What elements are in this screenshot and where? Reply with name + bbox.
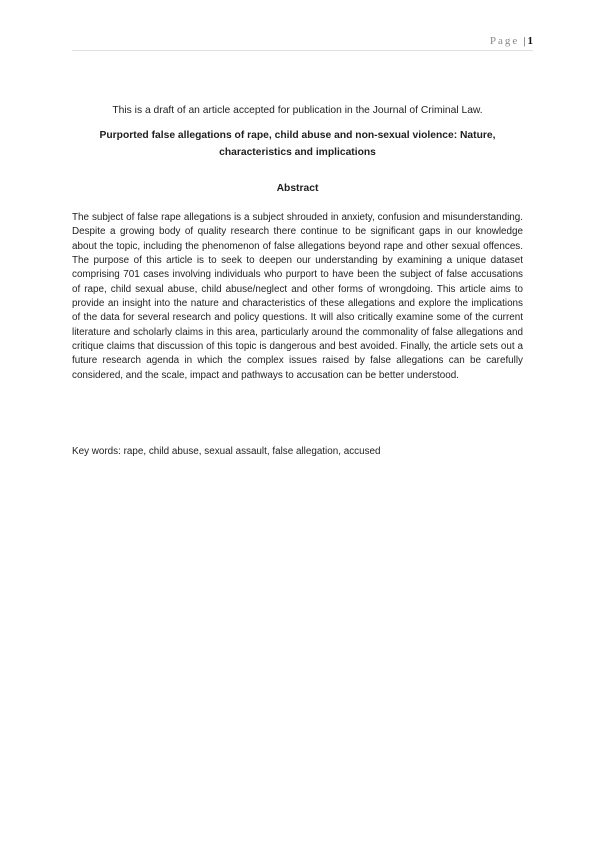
article-title: Purported false allegations of rape, child abuse and non-sexual violence: Nature, characteristics and implications bbox=[99, 130, 496, 158]
page-header bbox=[490, 35, 533, 47]
abstract-heading: Abstract bbox=[276, 183, 319, 194]
header-rule bbox=[72, 50, 533, 51]
header-separator: | bbox=[523, 35, 526, 47]
page-label: Page bbox=[489, 35, 520, 47]
page-number: 1 bbox=[527, 35, 533, 47]
keywords: Key words: rape, child abuse, sexual assault, false allegation, accused bbox=[72, 446, 381, 457]
abstract-body: The subject of false rape allegations is a subject shrouded in anxiety, confusion and misunderstanding. Despite a growing body of quality research there continue to be significant gaps in our knowledge about the topic, including the phenomenon of false allegations beyond rape and other sexual offences. The purpose of this article is to seek to deepen our understanding by examining a unique dataset comprising 701 cases involving individuals who purport to have been the subject of false accusations of rape, child sexual abuse, child abuse/neglect and other forms of wrongdoing. This article aims to provide an insight into the nature and characteristics of these allegations and explore the implications of the data for several research and policy questions. It will also critically examine some of the current literature and scholarly claims in this area, particularly around the commonality of false allegations and critique claims that discussion of this topic is dangerous and best avoided. Finally, the article sets out a future research agenda in which the complex issues raised by false allegations can be carefully considered, and the scale, impact and pathways to accusation can be better understood. bbox=[72, 212, 523, 381]
draft-note: This is a draft of an article accepted for publication in the Journal of Criminal Law. bbox=[112, 105, 483, 116]
